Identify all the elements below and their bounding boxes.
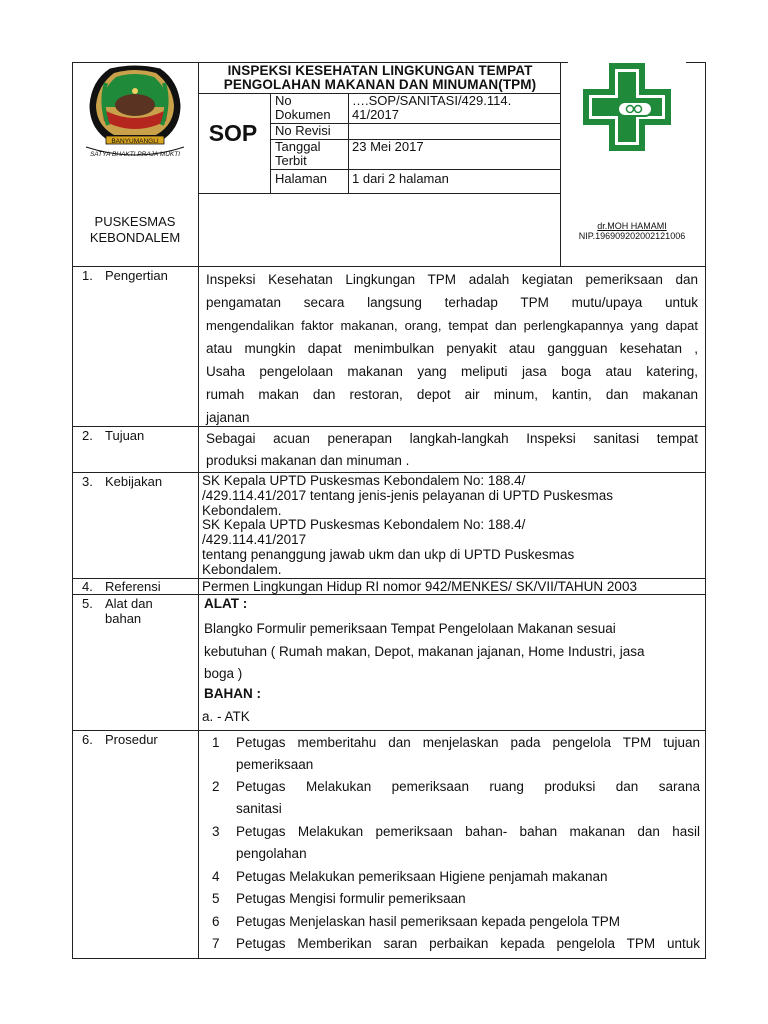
kebijakan-line: SK Kepala UPTD Puskesmas Kebondalem No: 188.4/ <box>202 517 526 533</box>
kebijakan-line: /429.114.41/2017 tentang jenis-jenis pelayanan di UPTD Puskesmas <box>202 487 614 503</box>
header-right-divider <box>560 62 561 266</box>
tujuan-line: Sebagai acuan penerapan langkah-langkah Inspeksi sanitasi tempat <box>206 431 698 446</box>
section-body-pengertian <box>206 268 698 429</box>
sop-cell-divider <box>270 93 271 193</box>
revision-label: No Revisi <box>275 123 331 138</box>
section-number-referensi: 4. <box>82 579 93 594</box>
section-number-pengertian: 1. <box>82 268 93 283</box>
label-column-divider <box>198 62 199 959</box>
puskesmas-logo <box>568 62 686 162</box>
section-body-kebijakan <box>202 474 702 578</box>
title-line-1: INSPEKSI KESEHATAN LINGKUNGAN TEMPAT <box>227 63 533 78</box>
step-text-line-2: pengolahan <box>236 846 307 861</box>
doc-number-value-1: ….SOP/SANITASI/429.114. <box>352 93 512 108</box>
kebijakan-line: Kebondalem. <box>202 502 282 518</box>
procedure-step <box>212 888 700 911</box>
section-label-pengertian: Pengertian <box>105 268 168 283</box>
bahan-item: a. - ATK <box>202 709 250 724</box>
regency-crest-logo <box>80 63 190 163</box>
logo-ribbon-text: BANYUMANGLI <box>111 138 159 145</box>
org-line-2: KEBONDALEM <box>89 230 181 245</box>
step-text-line-1: Petugas memberitahu dan menjelaskan pada pengelola TPM tujuan <box>236 735 700 750</box>
title-line-2: PENGOLAHAN MAKANAN DAN MINUMAN(TPM) <box>223 77 537 92</box>
issue-date-label-1: Tanggal <box>275 139 321 154</box>
alat-heading: ALAT : <box>204 596 248 611</box>
section-body-referensi: Permen Lingkungan Hidup RI nomor 942/MENKES/ SK/VII/TAHUN 2003 <box>202 579 637 594</box>
procedure-step <box>212 933 700 955</box>
pengertian-line: jajanan <box>206 410 250 425</box>
step-text-line-2: pemeriksaan <box>236 757 314 772</box>
alat-label-line-2: bahan <box>105 611 142 626</box>
step-text-line-1: Petugas Mengisi formulir pemeriksaan <box>236 891 466 906</box>
section-number-prosedur: 6. <box>82 732 93 747</box>
signer-nip: NIP.196909202002121006 <box>578 231 686 241</box>
issue-date-value: 23 Mei 2017 <box>352 139 424 154</box>
step-text-line-1: Petugas Memberikan saran perbaikan kepada pengelola TPM untuk <box>236 936 700 951</box>
kebijakan-line: tentang penanggung jawab ukm dan ukp di UPTD Puskesmas <box>202 546 575 562</box>
step-number: 2 <box>212 779 220 794</box>
section-number-tujuan: 2. <box>82 428 93 443</box>
doc-number-label-2: Dokumen <box>275 107 331 122</box>
bahan-heading: BAHAN : <box>204 686 261 701</box>
step-text-line-2: sanitasi <box>236 801 282 816</box>
signature-block <box>562 221 702 241</box>
meta-row-line-3 <box>270 169 560 170</box>
page-value: 1 dari 2 halaman <box>352 171 449 186</box>
section-number-kebijakan: 3. <box>82 474 93 489</box>
section-label-referensi: Referensi <box>105 579 161 594</box>
tujuan-line: produksi makanan dan minuman . <box>206 453 410 468</box>
section-label-prosedur: Prosedur <box>105 732 158 747</box>
issue-date-label <box>275 140 321 168</box>
meta-value-divider <box>348 93 349 193</box>
logo-motto-text: SATYA BHAKTI PRAJA MUKTI <box>89 151 181 158</box>
doc-number-value-2: 41/2017 <box>352 107 399 122</box>
row-line-prosedur <box>72 730 706 731</box>
document-title <box>200 64 560 92</box>
issue-date-label-2: Terbit <box>275 153 307 168</box>
section-body-tujuan <box>206 428 698 472</box>
step-text-line-1: Petugas Melakukan pemeriksaan bahan- bahan makanan dan hasil <box>236 824 700 839</box>
step-number: 1 <box>212 735 220 750</box>
doc-number-label <box>275 94 331 122</box>
sop-label: SOP <box>208 120 258 146</box>
pengertian-line: pengamatan secara langsung terhadap TPM mutu/upaya untuk <box>206 295 698 310</box>
header-divider <box>72 266 706 267</box>
kebijakan-line: SK Kepala UPTD Puskesmas Kebondalem No: 188.4/ <box>202 473 526 488</box>
step-text-line-1: Petugas Melakukan pemeriksaan Higiene penjamah makanan <box>236 869 608 884</box>
pengertian-line: mengendalikan faktor makanan, orang, tempat dan perlengkapannya yang dapat <box>206 318 698 333</box>
procedure-step <box>212 911 700 933</box>
alat-label-line-1: Alat dan <box>105 596 153 611</box>
kebijakan-line: Kebondalem. <box>202 561 282 577</box>
page-label: Halaman <box>275 171 328 186</box>
alat-line: Blangko Formulir pemeriksaan Tempat Pengelolaan Makanan sesuai <box>204 621 616 636</box>
pengertian-line: Inspeksi Kesehatan Lingkungan TPM adalah kegiatan pemeriksaan dan <box>206 272 698 287</box>
org-line-1: PUSKESMAS <box>94 214 176 229</box>
section-label-alat <box>105 596 195 626</box>
step-number: 3 <box>212 824 220 839</box>
step-number: 5 <box>212 891 220 906</box>
pengertian-line: rumah makan dan restoran, depot air minum, kantin, dan makanan <box>206 387 698 402</box>
step-number: 4 <box>212 869 220 884</box>
doc-number-label-1: No <box>275 93 292 108</box>
procedure-step <box>212 732 700 776</box>
alat-line: boga ) <box>204 666 243 681</box>
step-number: 7 <box>212 936 220 951</box>
pengertian-line: Usaha pengelolaan makanan yang meliputi jasa boga atau katering, <box>206 364 698 379</box>
row-line-alat <box>72 594 706 595</box>
section-number-alat: 5. <box>82 596 93 611</box>
pengertian-line: atau mungkin dapat menimbulkan penyakit atau gangguan kesehatan , <box>206 341 698 356</box>
procedure-list <box>212 732 700 955</box>
alat-line: kebutuhan ( Rumah makan, Depot, makanan jajanan, Home Industri, jasa <box>204 643 645 659</box>
signer-name: dr.MOH HAMAMI <box>597 221 667 231</box>
step-text-line-1: Petugas Melakukan pemeriksaan ruang produksi dan sarana <box>236 779 700 794</box>
kebijakan-line: /429.114.41/2017 <box>202 532 307 548</box>
alat-body <box>204 618 700 686</box>
section-label-kebijakan: Kebijakan <box>105 474 163 489</box>
doc-number-value <box>352 94 511 122</box>
organization-name <box>76 214 194 246</box>
step-number: 6 <box>212 914 220 929</box>
procedure-step <box>212 776 700 821</box>
meta-bottom-line <box>198 193 560 194</box>
procedure-step <box>212 866 700 888</box>
procedure-step <box>212 821 700 866</box>
section-label-tujuan: Tujuan <box>105 428 145 443</box>
step-text-line-1: Petugas Menjelaskan hasil pemeriksaan kepada pengelola TPM <box>236 914 620 929</box>
